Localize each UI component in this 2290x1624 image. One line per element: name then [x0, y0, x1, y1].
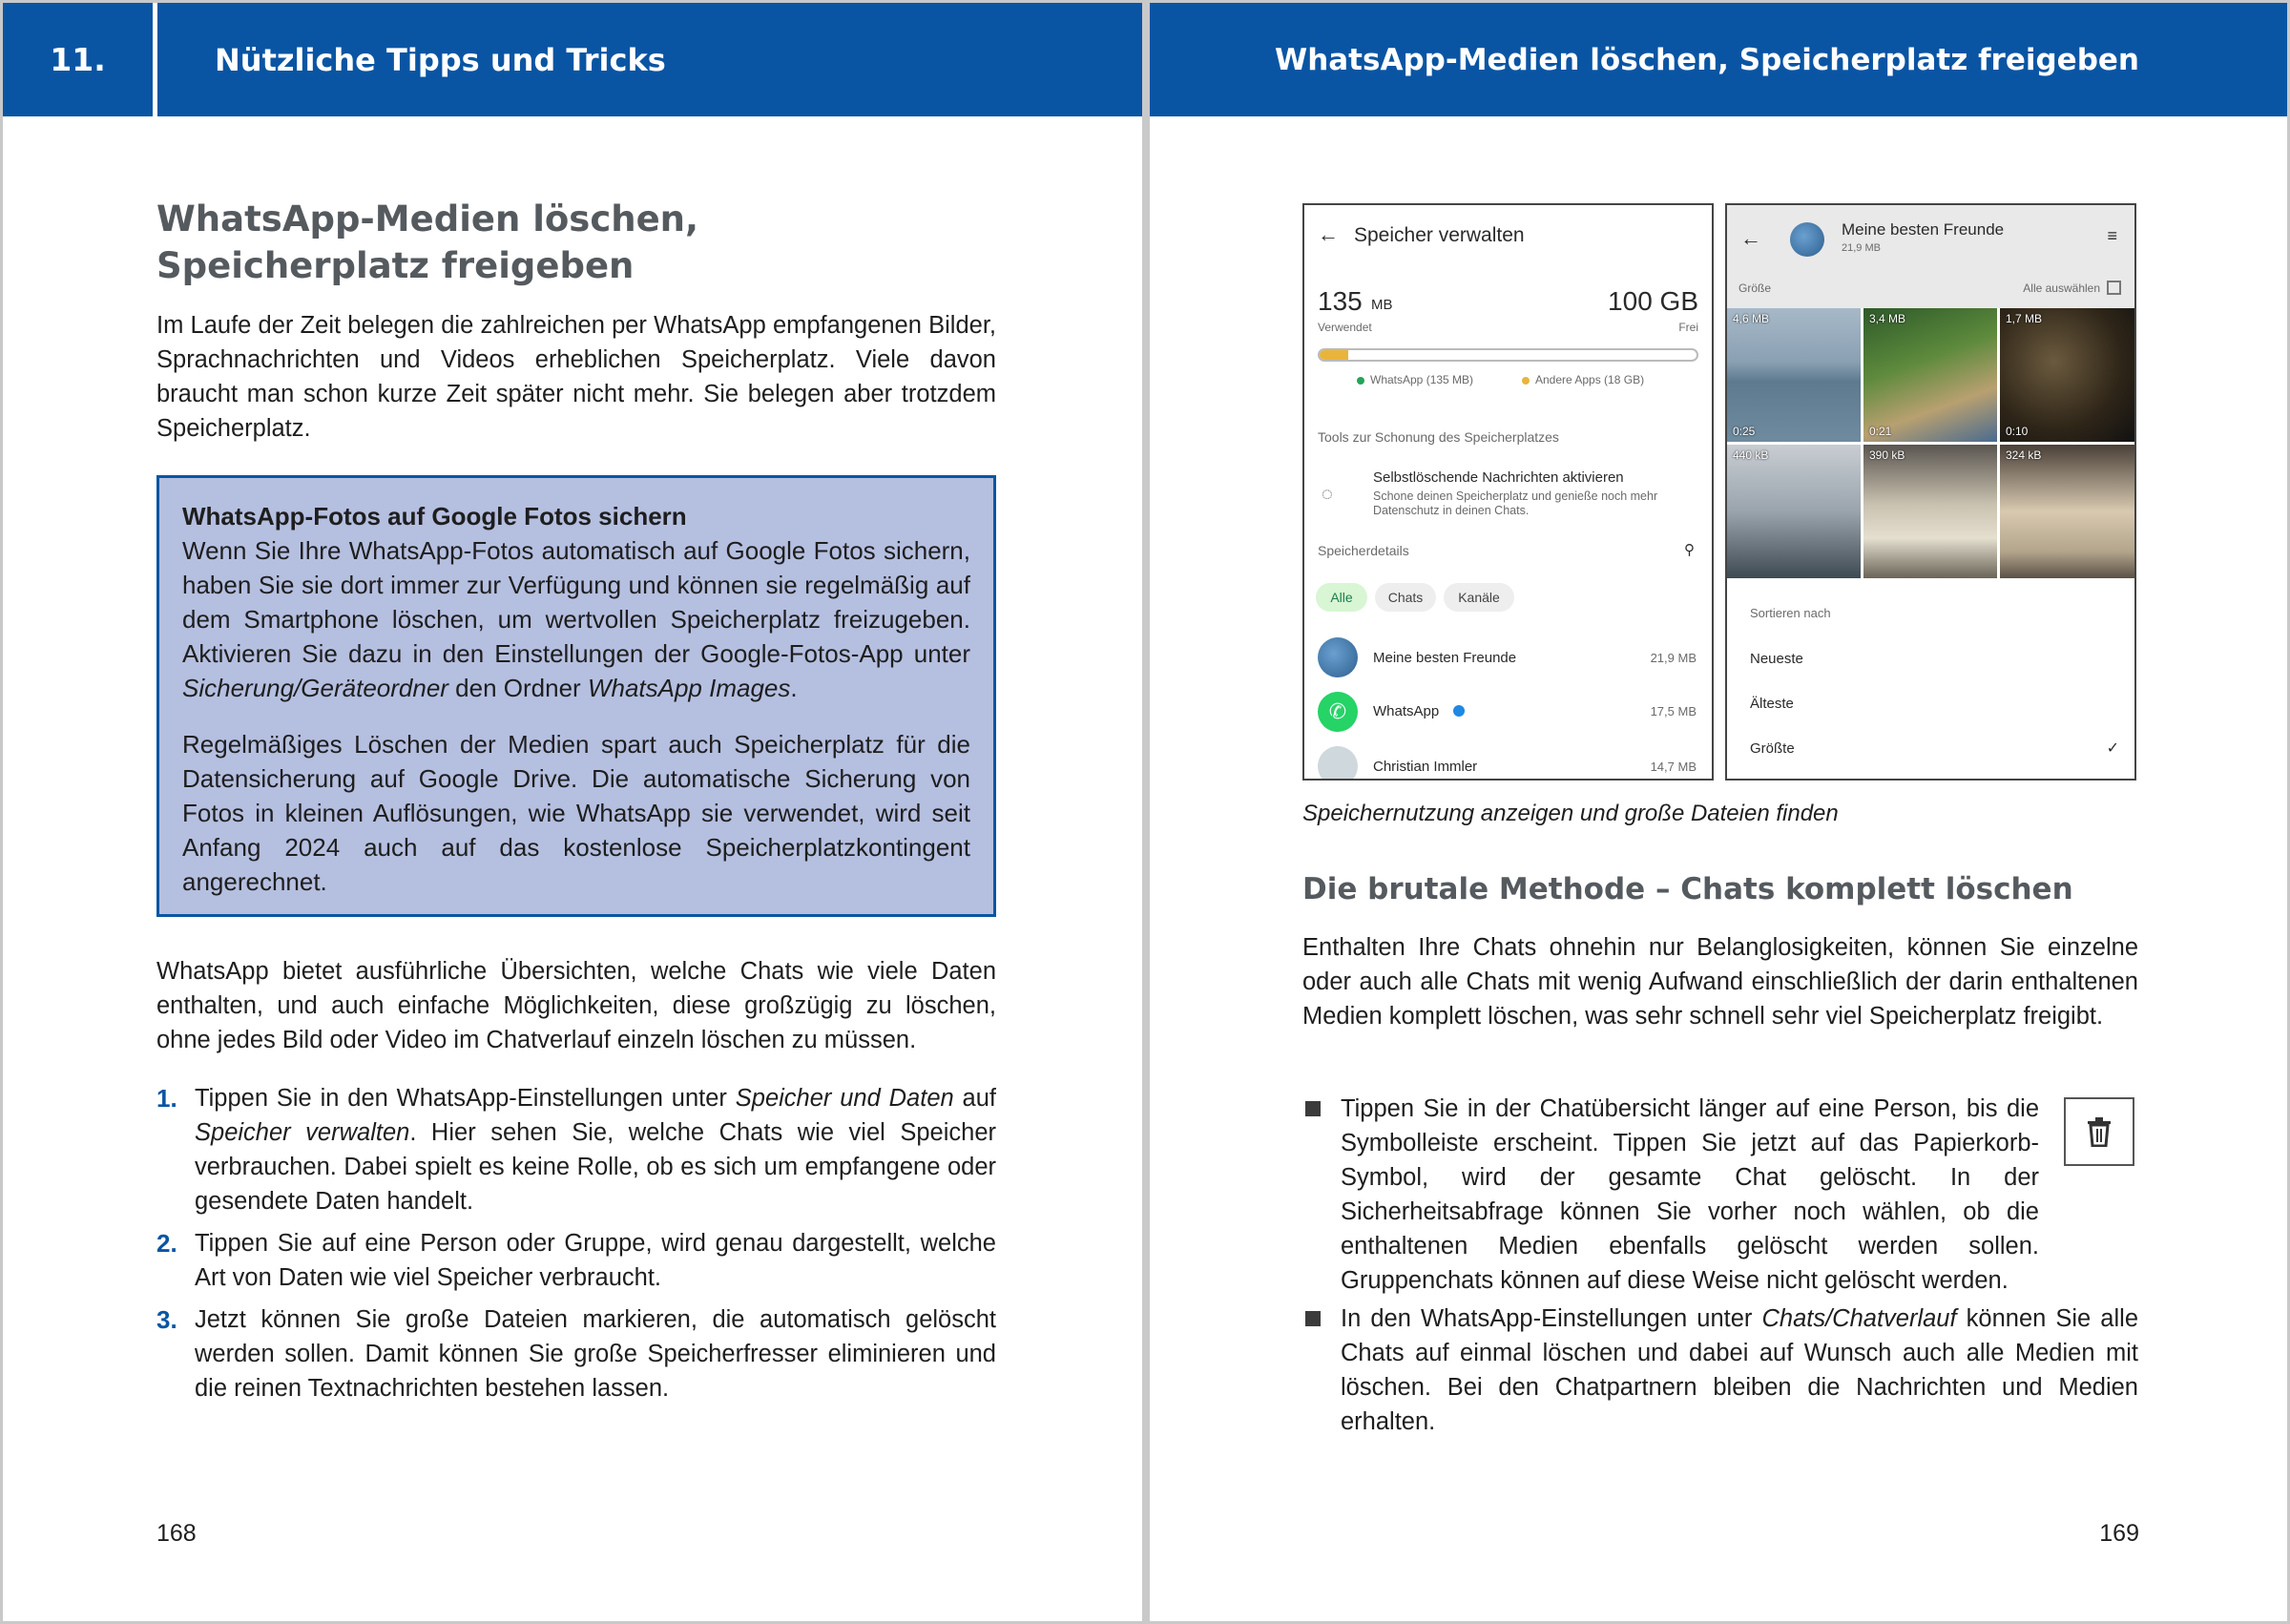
steps-list	[156, 1081, 996, 1405]
free-label: Frei	[1678, 321, 1698, 334]
step-item	[156, 1081, 996, 1218]
right-page-header	[1150, 3, 2287, 116]
storage-screenshot	[1302, 203, 1714, 781]
thumb-duration: 0:10	[2006, 425, 2029, 438]
verified-badge-icon	[1453, 705, 1465, 717]
chapter-title: Nützliche Tipps und Tricks	[215, 41, 666, 78]
media-thumbnail[interactable]	[1727, 308, 1861, 442]
info-box-paragraph-2: Regelmäßiges Löschen der Medien spart auch Speicherplatz für die Datensicherung auf Google Drive. Die automatische Sicherung von Fotos in kleinen Auflösungen, wie WhatsApp sie verwendet, wird seit Anfang 2024 auch auf das kostenlose Speicherplatzkontingent angerechnet.	[182, 730, 970, 896]
avatar	[1318, 637, 1358, 677]
bullet-square	[1305, 1101, 1321, 1116]
legend-whatsapp: WhatsApp (135 MB)	[1370, 373, 1474, 386]
step-text: Tippen Sie auf eine Person oder Gruppe, wird genau dargestellt, welche Art von Daten wie viel Speicher verbraucht.	[195, 1230, 996, 1291]
step-text: Tippen Sie in den WhatsApp-Einstellungen unter Speicher und Daten auf Speicher verwalten. Hier sehen Sie, welche Chats wie viel Speicher verbrauchen. Dabei spielt es keine Rolle, ob es sich um empfangene oder gesendete Daten handelt.	[195, 1085, 996, 1215]
thumb-duration: 0:25	[1733, 425, 1756, 438]
info-box-title: WhatsApp-Fotos auf Google Fotos sichern	[182, 502, 687, 531]
size-label: Größe	[1738, 281, 1772, 295]
group-title: Meine besten Freunde	[1842, 220, 2005, 239]
avatar	[1318, 746, 1358, 781]
media-thumbnail[interactable]	[1863, 308, 1997, 442]
used-label: Verwendet	[1318, 321, 1372, 334]
bullet-item	[1302, 1092, 2039, 1298]
step-number: 1.	[156, 1084, 177, 1113]
used-unit: MB	[1371, 297, 1393, 313]
check-icon: ✓	[2106, 740, 2119, 757]
step-number: 3.	[156, 1305, 177, 1334]
used-value: 135	[1318, 286, 1363, 316]
step-item	[156, 1302, 996, 1405]
select-all-checkbox[interactable]	[2107, 281, 2121, 295]
subheading: Die brutale Methode – Chats komplett löschen	[1302, 872, 2073, 906]
chip-all[interactable]: Alle	[1316, 583, 1367, 612]
tools-heading: Tools zur Schonung des Speicherplatzes	[1318, 429, 1559, 445]
step-item	[156, 1226, 996, 1295]
thumb-duration: 0:21	[1869, 425, 1892, 438]
chat-name[interactable]: Meine besten Freunde	[1373, 650, 1517, 666]
legend-other: Andere Apps (18 GB)	[1535, 373, 1645, 386]
info-box	[156, 475, 996, 917]
step-number: 2.	[156, 1229, 177, 1258]
thumb-size: 3,4 MB	[1869, 312, 1906, 325]
free-value: 100 GB	[1608, 286, 1698, 316]
intro-paragraph: Im Laufe der Zeit belegen die zahlreichen per WhatsApp empfangenen Bilder, Sprachnachrichten und Videos erheblichen Speicherplatz. Viele davon braucht man schon kurze Zeit später nicht mehr. Sie belegen aber trotzdem Speicherplatz.	[156, 312, 996, 442]
screen-title: Speicher verwalten	[1354, 224, 1525, 246]
chat-size: 21,9 MB	[1650, 651, 1697, 665]
bullet-item	[1302, 1301, 2138, 1439]
media-thumbnail[interactable]	[2000, 308, 2134, 442]
thumb-size: 440 kB	[1733, 448, 1769, 462]
legend-dot-other	[1522, 377, 1530, 385]
figure-caption: Speichernutzung anzeigen und große Dateien finden	[1302, 801, 1839, 826]
storage-bar-fill	[1320, 350, 1348, 360]
overview-paragraph: WhatsApp bietet ausführliche Übersichten, welche Chats wie viele Daten enthalten, und auch einfache Möglichkeiten, diese großzügig zu löschen, ohne jedes Bild oder Video im Chatverlauf einzeln löschen zu müssen.	[156, 958, 996, 1053]
tool-description: Schone deinen Speicherplatz und genieße noch mehr Datenschutz in deinen Chats.	[1373, 489, 1658, 517]
sort-heading: Sortieren nach	[1750, 606, 1831, 620]
chip-channels[interactable]: Kanäle	[1444, 583, 1514, 612]
page-number-left: 168	[156, 1520, 197, 1547]
group-subtitle: 21,9 MB	[1842, 242, 1881, 254]
thumb-size: 324 kB	[2006, 448, 2042, 462]
brutal-method-paragraph: Enthalten Ihre Chats ohnehin nur Belanglosigkeiten, können Sie einzelne oder auch alle Chats mit wenig Aufwand einschließlich der darin enthaltenen Medien komplett löschen, was sehr schnell sehr viel Speicherplatz freigibt.	[1302, 934, 2138, 1030]
header-separator	[153, 3, 157, 116]
media-thumbnail[interactable]	[2000, 445, 2134, 578]
chat-size: 14,7 MB	[1650, 760, 1697, 774]
info-box-paragraph-1: Wenn Sie Ihre WhatsApp-Fotos automatisch auf Google Fotos sichern, haben Sie sie dort immer zur Verfügung und können sie regelmäßig auf dem Smartphone löschen, um wertvollen Speicherplatz freizugeben. Aktivieren Sie dazu in den Einstellungen der Google-Fotos-App unter Sicherung/Geräteordner den Ordner WhatsApp Images.	[182, 536, 970, 702]
bullet-square	[1305, 1311, 1321, 1326]
chat-name[interactable]: WhatsApp	[1373, 703, 1440, 719]
back-arrow-icon[interactable]: ←	[1318, 222, 1339, 246]
legend-dot-whatsapp	[1357, 377, 1364, 385]
media-thumbnail[interactable]	[1863, 445, 1997, 578]
details-heading: Speicherdetails	[1318, 543, 1409, 558]
thumb-size: 390 kB	[1869, 448, 1905, 462]
chat-size: 17,5 MB	[1650, 704, 1697, 718]
tool-title[interactable]: Selbstlöschende Nachrichten aktivieren	[1373, 469, 1624, 486]
step-text: Jetzt können Sie große Dateien markieren, die automatisch gelöscht werden sollen. Damit können Sie große Speicherfresser eliminieren und die reinen Textnachrichten bestehen lassen.	[195, 1306, 996, 1402]
whatsapp-logo-icon: ✆	[1318, 692, 1358, 732]
select-all-label[interactable]: Alle auswählen	[2023, 281, 2100, 295]
thumb-size: 4,6 MB	[1733, 312, 1770, 325]
media-thumbnail[interactable]	[1727, 445, 1861, 578]
storage-bar	[1318, 348, 1698, 362]
left-page	[3, 3, 1142, 1621]
sort-option-newest[interactable]: Neueste	[1750, 651, 1803, 667]
running-title: WhatsApp-Medien löschen, Speicherplatz freigeben	[1275, 42, 2139, 77]
page-number-right: 169	[2099, 1520, 2139, 1547]
sort-icon[interactable]: ≡	[2107, 226, 2117, 245]
trash-button[interactable]	[2064, 1097, 2134, 1166]
section-title: WhatsApp-Medien löschen, Speicherplatz freigeben	[156, 198, 699, 286]
bullet-text: Tippen Sie in der Chatübersicht länger auf eine Person, bis die Symbolleiste erscheint. Tippen Sie jetzt auf das Papierkorb-Symbol, wird der gesamte Chat gelöscht. In der Sicherheitsabfrage können Sie vorher noch wählen, ob die enthaltenen Medien ebenfalls gelöscht werden sollen. Gruppenchats können auf diese Weise nicht gelöscht werden.	[1341, 1095, 2039, 1294]
right-page	[1150, 3, 2287, 1621]
back-arrow-icon[interactable]: ←	[1740, 226, 1761, 250]
chat-name[interactable]: Christian Immler	[1373, 759, 1478, 775]
trash-icon	[2086, 1116, 2113, 1147]
chip-chats[interactable]: Chats	[1375, 583, 1436, 612]
timer-icon: ◌	[1322, 484, 1333, 505]
chat-media-screenshot	[1725, 203, 2136, 781]
sort-option-oldest[interactable]: Älteste	[1750, 696, 1794, 712]
group-avatar	[1790, 222, 1824, 257]
bullet-text: In den WhatsApp-Einstellungen unter Chats/Chatverlauf können Sie alle Chats auf einmal löschen und dabei auf Wunsch auch alle Medien mit löschen. Bei den Chatpartnern bleiben die Nachrichten und Medien erhalten.	[1341, 1305, 2139, 1435]
chapter-number: 11.	[50, 41, 106, 78]
left-page-header	[3, 3, 1142, 116]
search-icon[interactable]: ⚲	[1684, 542, 1695, 558]
sort-option-largest[interactable]: Größte	[1750, 740, 1795, 757]
thumb-size: 1,7 MB	[2006, 312, 2043, 325]
bullet-list	[1302, 1092, 2138, 1439]
